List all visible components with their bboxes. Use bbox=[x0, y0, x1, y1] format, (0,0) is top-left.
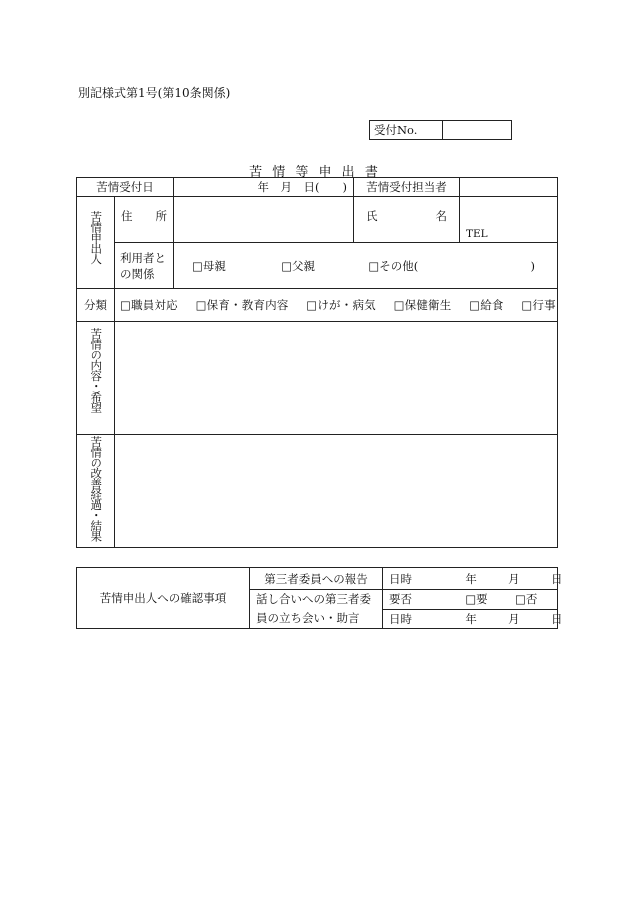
applicant-section-label-cell bbox=[77, 197, 115, 289]
address-label: 住 所 bbox=[115, 197, 174, 243]
report-date-label: 日時 bbox=[389, 571, 412, 586]
meeting-label: 話し合いへの第三者委員の立ち会い・助言 bbox=[250, 590, 383, 629]
receipt-number-field[interactable] bbox=[443, 121, 512, 140]
receipt-number-label: 受付No. bbox=[370, 121, 443, 140]
tel-label: TEL bbox=[466, 228, 488, 240]
report-year-label: 年 bbox=[465, 571, 477, 586]
category-hygiene-checkbox[interactable]: □保健衛生 bbox=[393, 298, 452, 312]
result-field[interactable] bbox=[115, 435, 558, 548]
content-field[interactable] bbox=[115, 322, 558, 435]
meeting-year-label: 年 bbox=[465, 611, 477, 626]
report-label: 第三者委員への報告 bbox=[250, 568, 383, 590]
relation-label: 利用者との関係 bbox=[115, 243, 174, 289]
category-options bbox=[115, 289, 558, 322]
option-father-checkbox[interactable]: □父親 bbox=[281, 258, 316, 273]
option-other-checkbox[interactable]: □その他( bbox=[368, 258, 419, 273]
report-date-field[interactable] bbox=[383, 568, 563, 590]
category-label: 分類 bbox=[77, 289, 115, 322]
need-no-checkbox[interactable]: □否 bbox=[515, 592, 538, 607]
relation-options bbox=[174, 243, 558, 289]
category-staff-response-checkbox[interactable]: □職員対応 bbox=[120, 298, 178, 312]
complaint-form-table bbox=[76, 177, 558, 548]
need-label: 要否 bbox=[389, 592, 412, 607]
received-date-field[interactable]: 年 月 日( ) bbox=[174, 178, 354, 197]
category-events-checkbox[interactable]: □行事 bbox=[521, 298, 556, 312]
report-month-label: 月 bbox=[508, 571, 520, 586]
option-mother-checkbox[interactable]: □母親 bbox=[192, 258, 226, 273]
option-other-close-paren: ) bbox=[530, 258, 536, 273]
staff-label: 苦情受付担当者 bbox=[354, 178, 460, 197]
page-title: 苦 情 等 申 出 書 bbox=[249, 165, 381, 180]
category-childcare-education-checkbox[interactable]: □保育・教育内容 bbox=[195, 298, 289, 312]
content-label-cell bbox=[77, 322, 115, 435]
name-label-second: 名 bbox=[435, 209, 447, 223]
meeting-date-label: 日時 bbox=[389, 611, 412, 626]
meeting-date-field[interactable] bbox=[383, 609, 563, 629]
result-label: 苦情の改善経過・結果 bbox=[89, 436, 104, 541]
confirmation-table bbox=[76, 567, 563, 629]
address-field[interactable] bbox=[174, 197, 354, 243]
report-day-label: 日 bbox=[550, 571, 563, 586]
name-label-first: 氏 bbox=[366, 209, 378, 223]
name-label-cell bbox=[354, 197, 460, 243]
category-injury-illness-checkbox[interactable]: □けが・病気 bbox=[306, 298, 376, 312]
category-meals-checkbox[interactable]: □給食 bbox=[469, 298, 504, 312]
tel-field[interactable] bbox=[460, 197, 558, 243]
meeting-month-label: 月 bbox=[508, 611, 520, 626]
need-field bbox=[383, 590, 558, 610]
staff-field[interactable] bbox=[460, 178, 558, 197]
result-label-cell bbox=[77, 435, 115, 548]
receipt-number-box bbox=[369, 120, 512, 140]
form-id: 別記様式第1号(第10条関係) bbox=[78, 86, 231, 100]
need-yes-checkbox[interactable]: □要 bbox=[465, 592, 488, 607]
confirmation-main-label: 苦情申出人への確認事項 bbox=[77, 568, 250, 629]
content-label: 苦情の内容・希望 bbox=[89, 328, 104, 412]
applicant-section-label: 苦情申出人 bbox=[89, 211, 104, 264]
meeting-day-label: 日 bbox=[550, 611, 563, 626]
received-date-label: 苦情受付日 bbox=[77, 178, 174, 197]
